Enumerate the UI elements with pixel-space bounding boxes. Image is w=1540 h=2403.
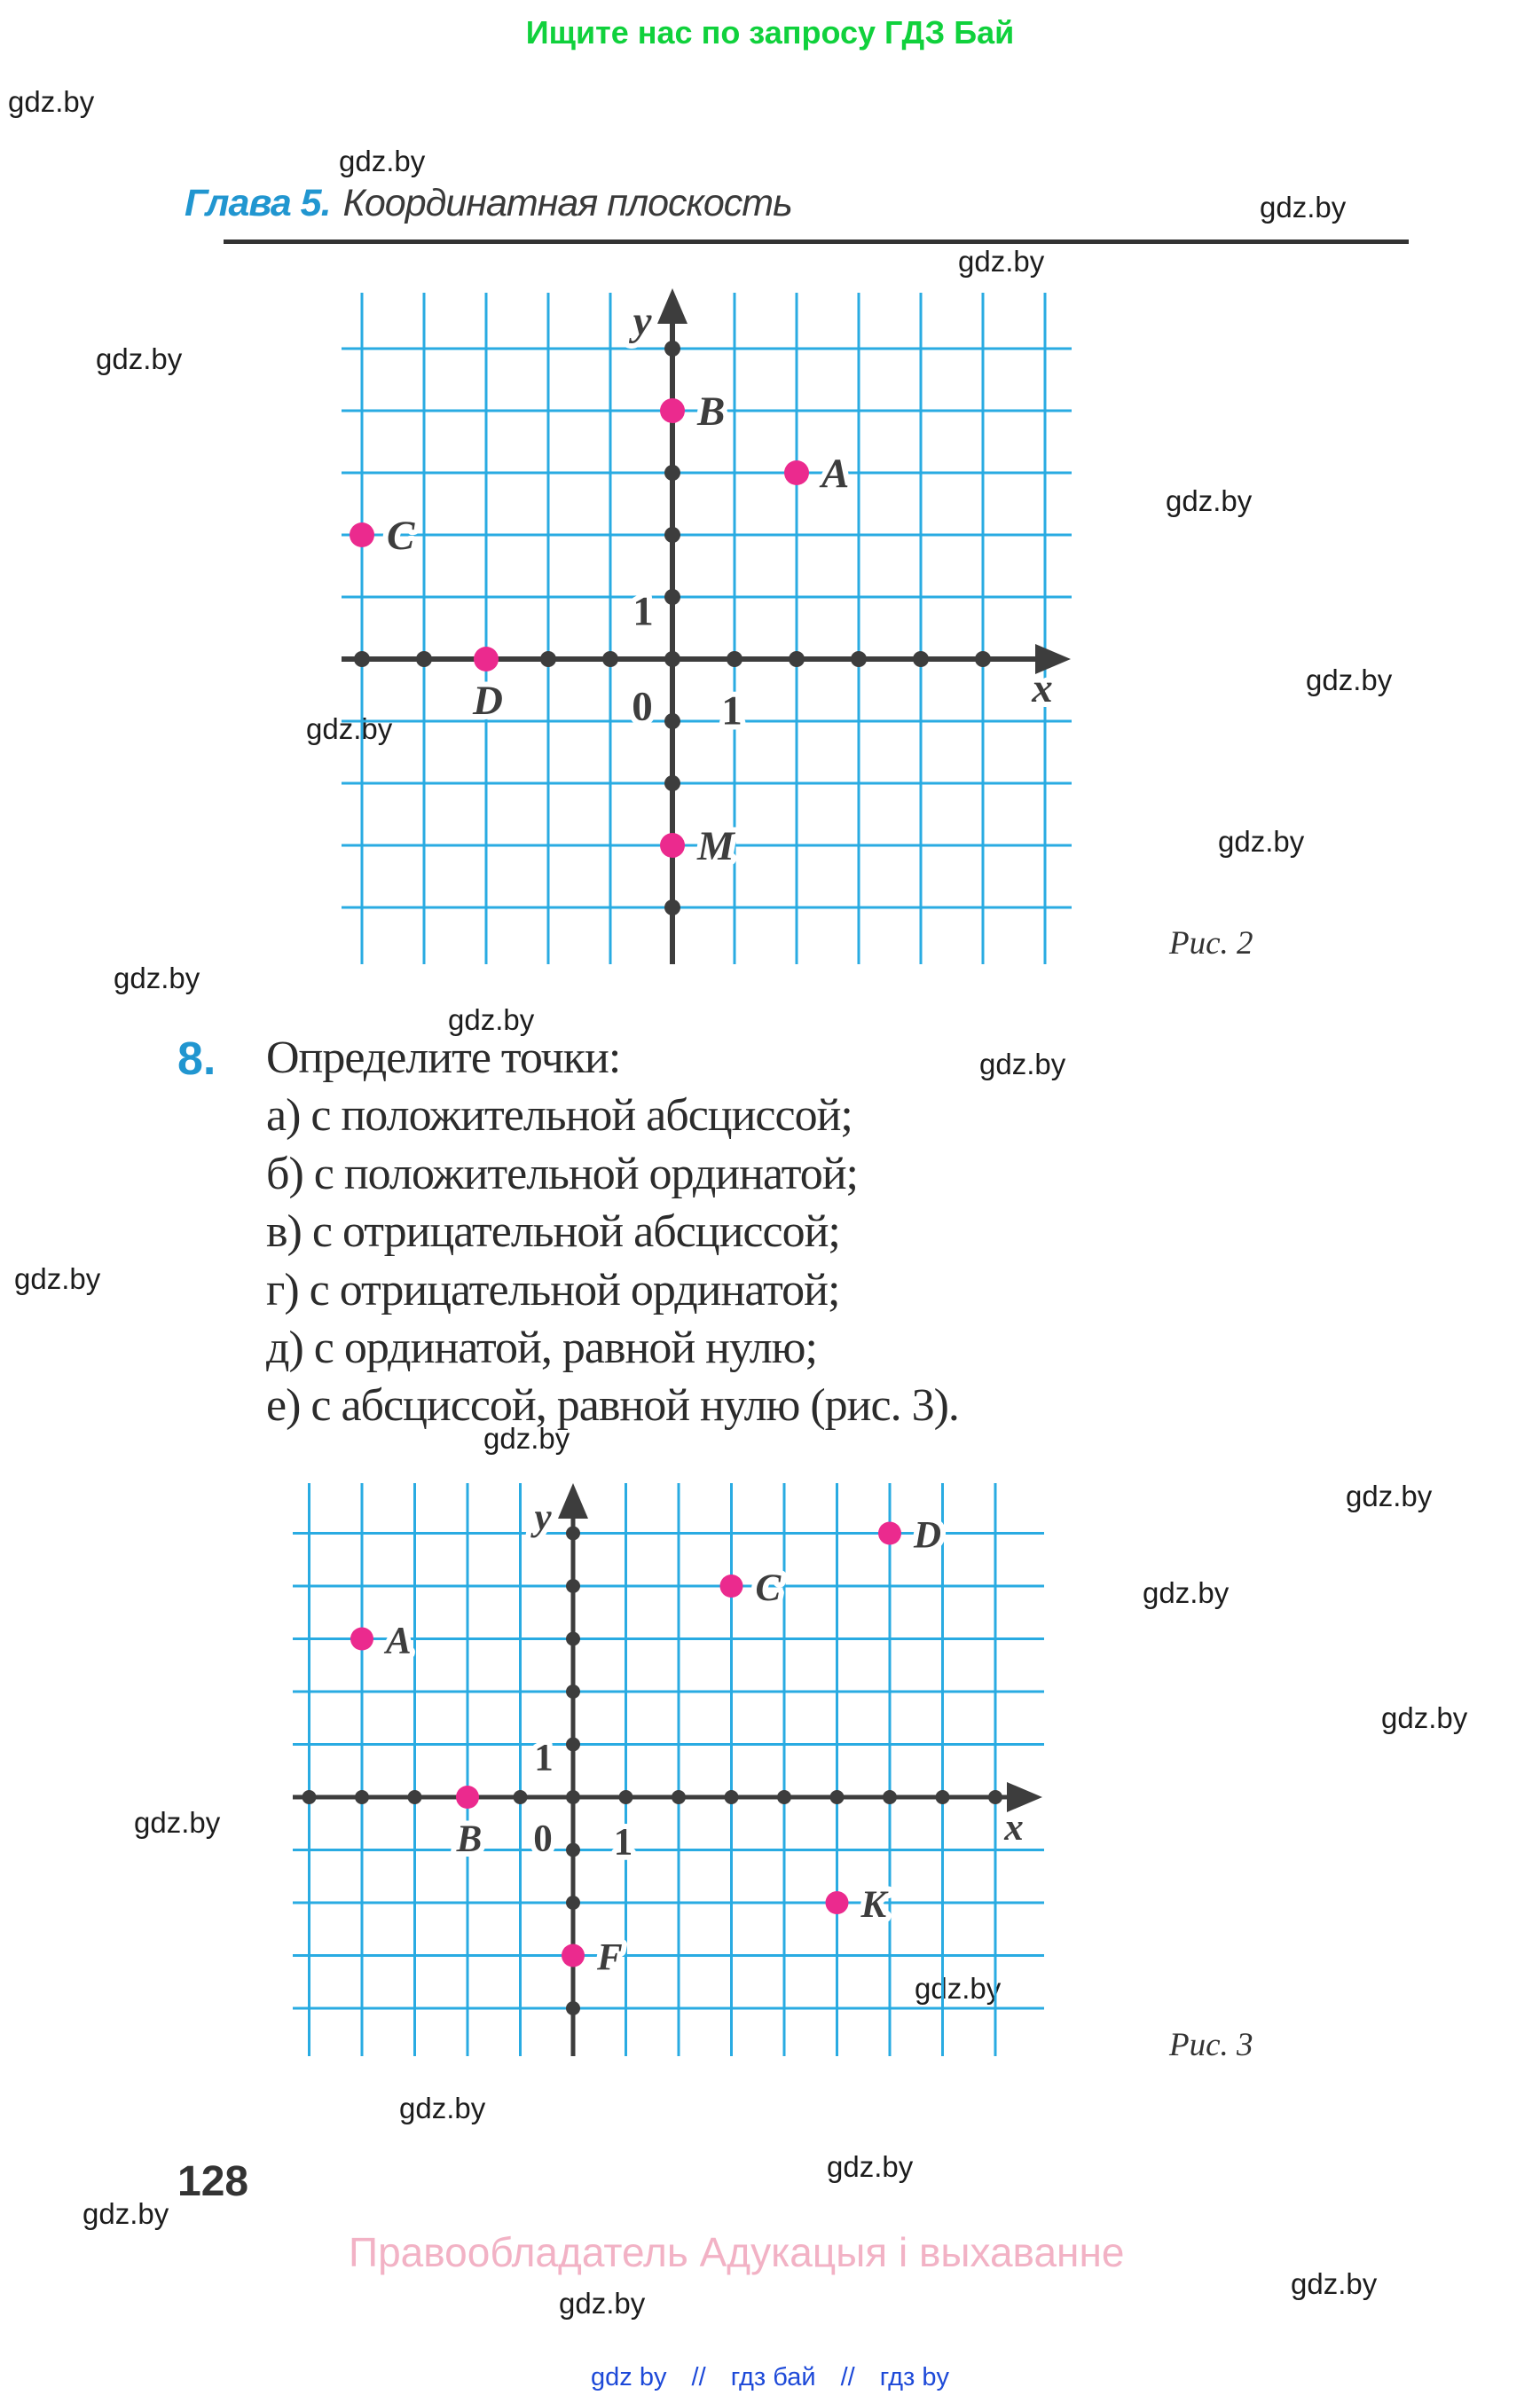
point-label-C: C (755, 1567, 782, 1609)
gdzby-watermark: gdz.by (1143, 1576, 1230, 1609)
copyright-line: Правообладатель Адукацыя і выхаванне (349, 2229, 1125, 2275)
point-label-B: B (697, 389, 726, 435)
y-axis-label: y (632, 298, 652, 344)
point-B (660, 398, 685, 423)
gdzby-watermark: gdz.by (483, 1422, 570, 1455)
y-axis-arrow (657, 288, 688, 324)
origin-dot (566, 1790, 580, 1804)
footer-separator: // (840, 2363, 855, 2391)
gdzby-watermark: gdz.by (114, 962, 200, 994)
y-axis-label: y (534, 1496, 552, 1538)
gdzby-watermark: gdz.by (1260, 191, 1347, 224)
problem-item: д) с ординатой, равной нулю; (266, 1322, 817, 1373)
problem-number: 8. (177, 1033, 216, 1085)
header-divider (224, 240, 1409, 244)
page-number: 128 (177, 2158, 249, 2205)
chapter-title: Координатная плоскость (342, 182, 792, 224)
gdzby-watermark: gdz.by (399, 2092, 486, 2124)
chapter-number: Глава 5. (185, 182, 331, 224)
problem-item: е) с абсциссой, равной нулю (рис. 3). (266, 1380, 959, 1432)
gdzby-watermark: gdz.by (979, 1048, 1066, 1080)
y-unit-label: 1 (534, 1737, 554, 1779)
gdzby-watermark: gdz.by (827, 2150, 914, 2183)
problem-item: в) с отрицательной абсциссой; (266, 1206, 840, 1258)
gdzby-watermark: gdz.by (1346, 1480, 1433, 1512)
point-label-F: F (597, 1936, 623, 1979)
origin-label: 0 (533, 1818, 553, 1860)
point-C (720, 1575, 743, 1598)
point-label-D: D (473, 678, 503, 724)
origin-label: 0 (632, 683, 653, 730)
axis-labels (629, 298, 1053, 734)
gdzby-watermark: gdz.by (339, 145, 426, 177)
point-M (660, 833, 685, 858)
gdzby-watermark: gdz.by (958, 245, 1045, 278)
figure-3-caption: Рис. 3 (1169, 2027, 1253, 2063)
footer-separator: // (691, 2363, 706, 2391)
chapter-header (185, 182, 792, 225)
point-D (878, 1522, 901, 1545)
y-axis-arrow (558, 1483, 588, 1519)
problem-items (266, 1087, 1384, 1434)
point-D (474, 647, 499, 671)
problem-item: г) с отрицательной ординатой; (266, 1264, 840, 1315)
plotted-points (350, 1515, 941, 1979)
footer-link-gdz-by[interactable]: gdz by (591, 2363, 667, 2391)
gdzby-watermark: gdz.by (448, 1003, 535, 1036)
point-label-A: A (386, 1620, 412, 1662)
gdzby-watermark: gdz.by (134, 1806, 221, 1839)
x-unit-label: 1 (613, 1821, 633, 1864)
origin-dot (664, 651, 680, 667)
gdzby-watermark: gdz.by (82, 2197, 169, 2230)
grid-lines (293, 1483, 1044, 2056)
figure-2-caption: Рис. 2 (1169, 925, 1253, 962)
axis-labels (530, 1496, 1023, 1864)
gdzby-watermark: gdz.by (14, 1262, 101, 1295)
point-label-B: B (456, 1818, 483, 1860)
problem-text (266, 1029, 1384, 1435)
promo-banner: Ищите нас по запросу ГДЗ Бай (525, 14, 1015, 51)
footer-links (0, 2363, 1540, 2392)
point-A (350, 1628, 373, 1651)
axes (293, 1483, 1042, 2056)
problem-item: б) с положительной ординатой; (266, 1148, 859, 1199)
point-label-C: C (387, 513, 415, 559)
gdzby-watermark: gdz.by (1166, 484, 1253, 517)
point-A (784, 460, 809, 485)
gdzby-watermark: gdz.by (559, 2287, 646, 2320)
point-label-K: K (860, 1884, 887, 1926)
point-F (562, 1944, 585, 1967)
point-K (826, 1891, 849, 1914)
footer-link-gdz-by-2[interactable]: гдз by (879, 2363, 949, 2391)
problem-item: а) с положительной абсциссой; (266, 1090, 852, 1142)
axis-unit-dots (302, 1527, 1003, 2016)
gdzby-watermark: gdz.by (915, 1972, 1002, 2005)
problem-title: Определите точки: (266, 1033, 621, 1083)
coordinate-plane-figure-3 (275, 1464, 1082, 2076)
point-C (350, 522, 374, 547)
x-unit-label: 1 (721, 687, 742, 734)
coordinate-plane-figure-2 (293, 266, 1091, 985)
gdzby-watermark: gdz.by (1306, 664, 1393, 696)
gdzby-watermark: gdz.by (1291, 2267, 1378, 2300)
gdzby-watermark: gdz.by (306, 712, 393, 745)
gdzby-watermark: gdz.by (1218, 825, 1305, 858)
point-label-A: A (821, 451, 850, 497)
point-label-D: D (914, 1514, 942, 1557)
gdzby-watermark: gdz.by (96, 342, 183, 375)
x-axis-label: x (1004, 1807, 1024, 1849)
y-unit-label: 1 (632, 588, 654, 635)
gdzby-watermark: gdz.by (1381, 1701, 1468, 1734)
point-label-M: M (697, 823, 735, 869)
point-B (456, 1786, 479, 1809)
x-axis-label: x (1032, 665, 1053, 711)
footer-link-gdz-bai[interactable]: гдз бай (730, 2363, 816, 2391)
gdzby-watermark: gdz.by (8, 85, 95, 118)
